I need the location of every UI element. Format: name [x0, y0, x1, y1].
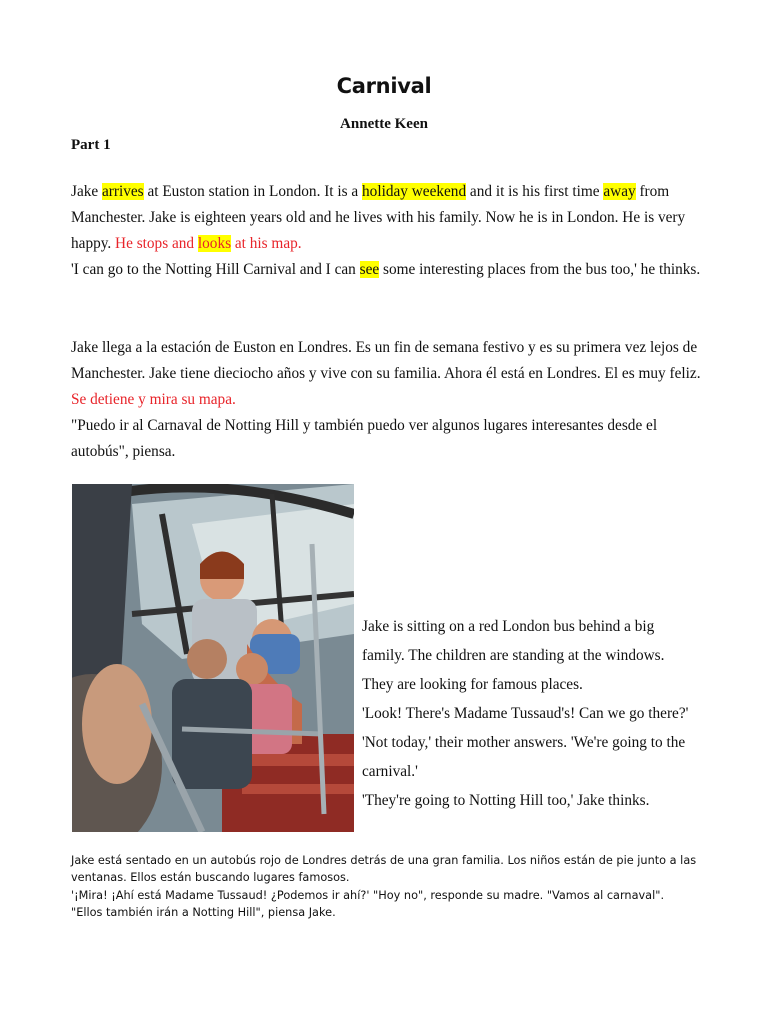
side-line: 'Look! There's Madame Tussaud's! Can we go there?'	[362, 705, 689, 722]
spanish-bottom-paragraph	[71, 852, 711, 921]
bus-illustration-art	[72, 484, 354, 832]
red-text: Se detiene y mira su mapa.	[71, 391, 236, 408]
text-run: Jake llega a la estación de Euston en Londres. Es un fin de semana festivo y es su primera vez lejos de Manchester. Jake tiene dieciocho años y vive con su familia. Ahora él está en Londres. El es muy feliz.	[71, 339, 701, 382]
text-run: Jake	[71, 183, 103, 200]
bus-illustration	[72, 484, 354, 832]
highlighted-word: holiday weekend	[362, 183, 467, 200]
highlighted-word: arrives	[102, 183, 144, 200]
english-paragraph	[71, 179, 711, 283]
text-run: at Euston station in London. It is a	[143, 183, 363, 200]
document-title: Carnival	[336, 74, 432, 98]
text-run: and it is his first time	[466, 183, 604, 200]
spanish-line: '¡Mira! ¡Ahí está Madame Tussaud! ¿Podemos ir ahí?' "Hoy no", responde su madre. "Vamos al carnaval".	[71, 888, 665, 902]
text-run: 'I can go to the Notting Hill Carnival and I can	[71, 261, 360, 278]
highlighted-word: away	[603, 183, 636, 200]
side-line: They are looking for famous places.	[362, 676, 583, 693]
highlighted-word: see	[359, 261, 380, 278]
side-line: 'Not today,' their mother answers. 'We're going to the	[362, 734, 686, 751]
spanish-line: Jake está sentado en un autobús rojo de Londres detrás de una gran familia. Los niños están de pie junto a las ventanas. Ellos están buscando lugares famosos.	[71, 854, 697, 885]
spanish-paragraph	[71, 335, 711, 465]
red-text: at his map.	[231, 235, 302, 252]
red-text: He stops and	[115, 235, 198, 252]
highlighted-word: looks	[197, 235, 232, 252]
side-line: 'They're going to Notting Hill too,' Jake thinks.	[362, 792, 650, 809]
text-run: some interesting places from the bus too,' he thinks.	[379, 261, 701, 278]
spanish-line: "Ellos también irán a Notting Hill", piensa Jake.	[71, 905, 336, 919]
text-run: from Manchester. Jake is eighteen years old and he lives with his family. Now he is in London. He is very happy.	[71, 183, 686, 252]
english-side-paragraph	[362, 612, 722, 815]
side-line: Jake is sitting on a red London bus behind a big	[362, 618, 655, 635]
part-heading: Part 1	[71, 137, 111, 153]
author-name: Annette Keen	[340, 116, 428, 132]
text-run: "Puedo ir al Carnaval de Notting Hill y también puedo ver algunos lugares interesantes desde el autobús", piensa.	[71, 417, 658, 460]
side-line: carnival.'	[362, 763, 418, 780]
side-line: family. The children are standing at the windows.	[362, 647, 665, 664]
